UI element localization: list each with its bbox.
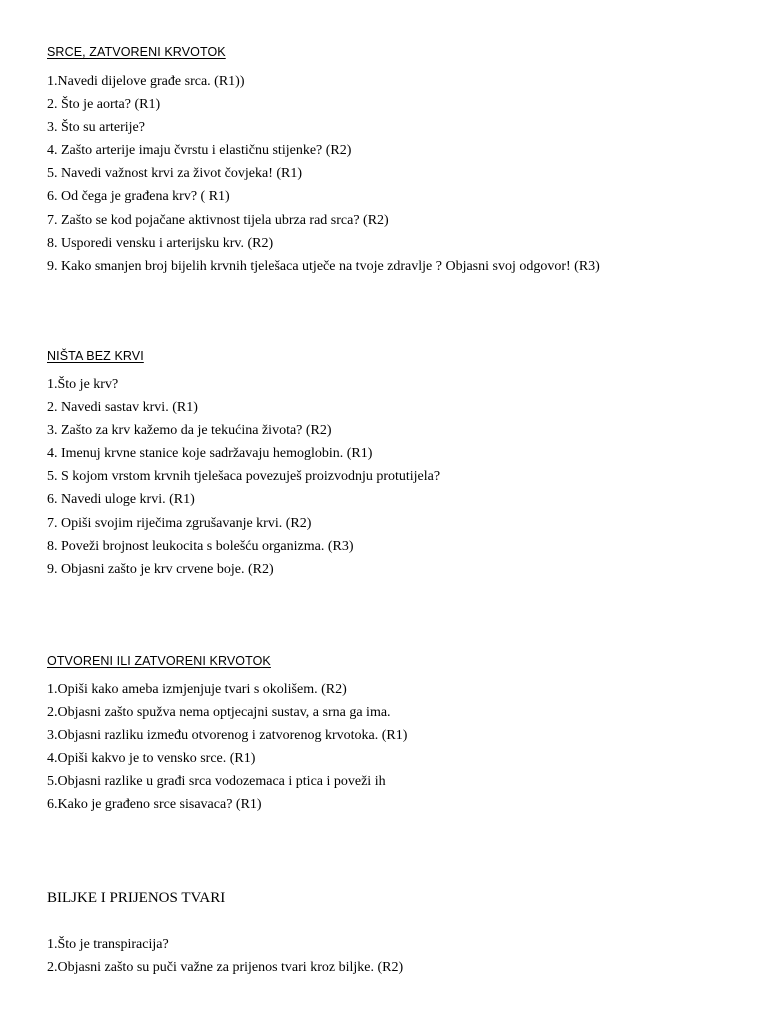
section-srce-zatvoreni-krvotok — [47, 44, 747, 278]
question-item: 7. Zašto se kod pojačane aktivnost tijela ubrza rad srca? (R2) — [47, 212, 389, 228]
section-otvoreni-ili-zatvoreni-krvotok — [47, 653, 747, 817]
section-heading: BILJKE I PRIJENOS TVARI — [47, 890, 226, 906]
question-item: 6.Kako je građeno srce sisavaca? (R1) — [47, 797, 262, 813]
question-item: 2.Objasni zašto spužva nema optjecajni sustav, a srna ga ima. — [47, 705, 391, 721]
question-item: 1.Što je transpiracija? — [47, 937, 169, 952]
question-list — [47, 373, 747, 581]
question-item: 3. Što su arterije? — [47, 120, 145, 136]
question-item: 5.Objasni razlike u građi srca vodozemaca i ptica i poveži ih — [47, 774, 386, 790]
question-item: 6. Navedi uloge krvi. (R1) — [47, 492, 195, 508]
question-item: 4. Imenuj krvne stanice koje sadržavaju hemoglobin. (R1) — [47, 446, 373, 462]
question-list — [47, 70, 747, 278]
question-item: 5. S kojom vrstom krvnih tjelešaca povezuješ proizvodnju protutijela? — [47, 469, 441, 485]
question-item: 5. Navedi važnost krvi za život čovjeka! (R1) — [47, 166, 303, 182]
section-nista-bez-krvi — [47, 348, 747, 581]
question-list — [47, 678, 747, 817]
question-item: 2. Navedi sastav krvi. (R1) — [47, 400, 198, 416]
question-item: 7. Opiši svojim riječima zgrušavanje krvi. (R2) — [47, 515, 312, 531]
question-list — [47, 933, 747, 979]
question-item: 9. Objasni zašto je krv crvene boje. (R2) — [47, 561, 274, 577]
question-item: 1.Što je krv? — [47, 377, 119, 392]
question-item: 2.Objasni zašto su puči važne za prijenos tvari kroz biljke. (R2) — [47, 960, 404, 976]
question-item: 4. Zašto arterije imaju čvrstu i elastičnu stijenke? (R2) — [47, 143, 352, 159]
section-heading: SRCE, ZATVORENI KRVOTOK — [47, 45, 226, 59]
section-heading: NIŠTA BEZ KRVI — [47, 349, 144, 363]
question-item: 8. Usporedi vensku i arterijsku krv. (R2) — [47, 235, 274, 251]
question-item: 6. Od čega je građena krv? ( R1) — [47, 189, 230, 205]
question-item: 9. Kako smanjen broj bijelih krvnih tjelešaca utječe na tvoje zdravlje ? Objasni svoj odgovor! (R3) — [47, 258, 600, 274]
section-biljke-i-prijenos-tvari — [47, 889, 747, 979]
question-item: 1.Navedi dijelove građe srca. (R1)) — [47, 74, 245, 89]
question-item: 1.Opiši kako ameba izmjenjuje tvari s okolišem. (R2) — [47, 682, 347, 697]
section-heading: OTVORENI ILI ZATVORENI KRVOTOK — [47, 654, 271, 668]
question-item: 3.Objasni razliku između otvorenog i zatvorenog krvotoka. (R1) — [47, 728, 408, 744]
question-item: 2. Što je aorta? (R1) — [47, 97, 161, 113]
question-item: 3. Zašto za krv kažemo da je tekućina života? (R2) — [47, 423, 332, 439]
question-item: 4.Opiši kakvo je to vensko srce. (R1) — [47, 751, 256, 767]
question-item: 8. Poveži brojnost leukocita s bolešću organizma. (R3) — [47, 538, 354, 554]
